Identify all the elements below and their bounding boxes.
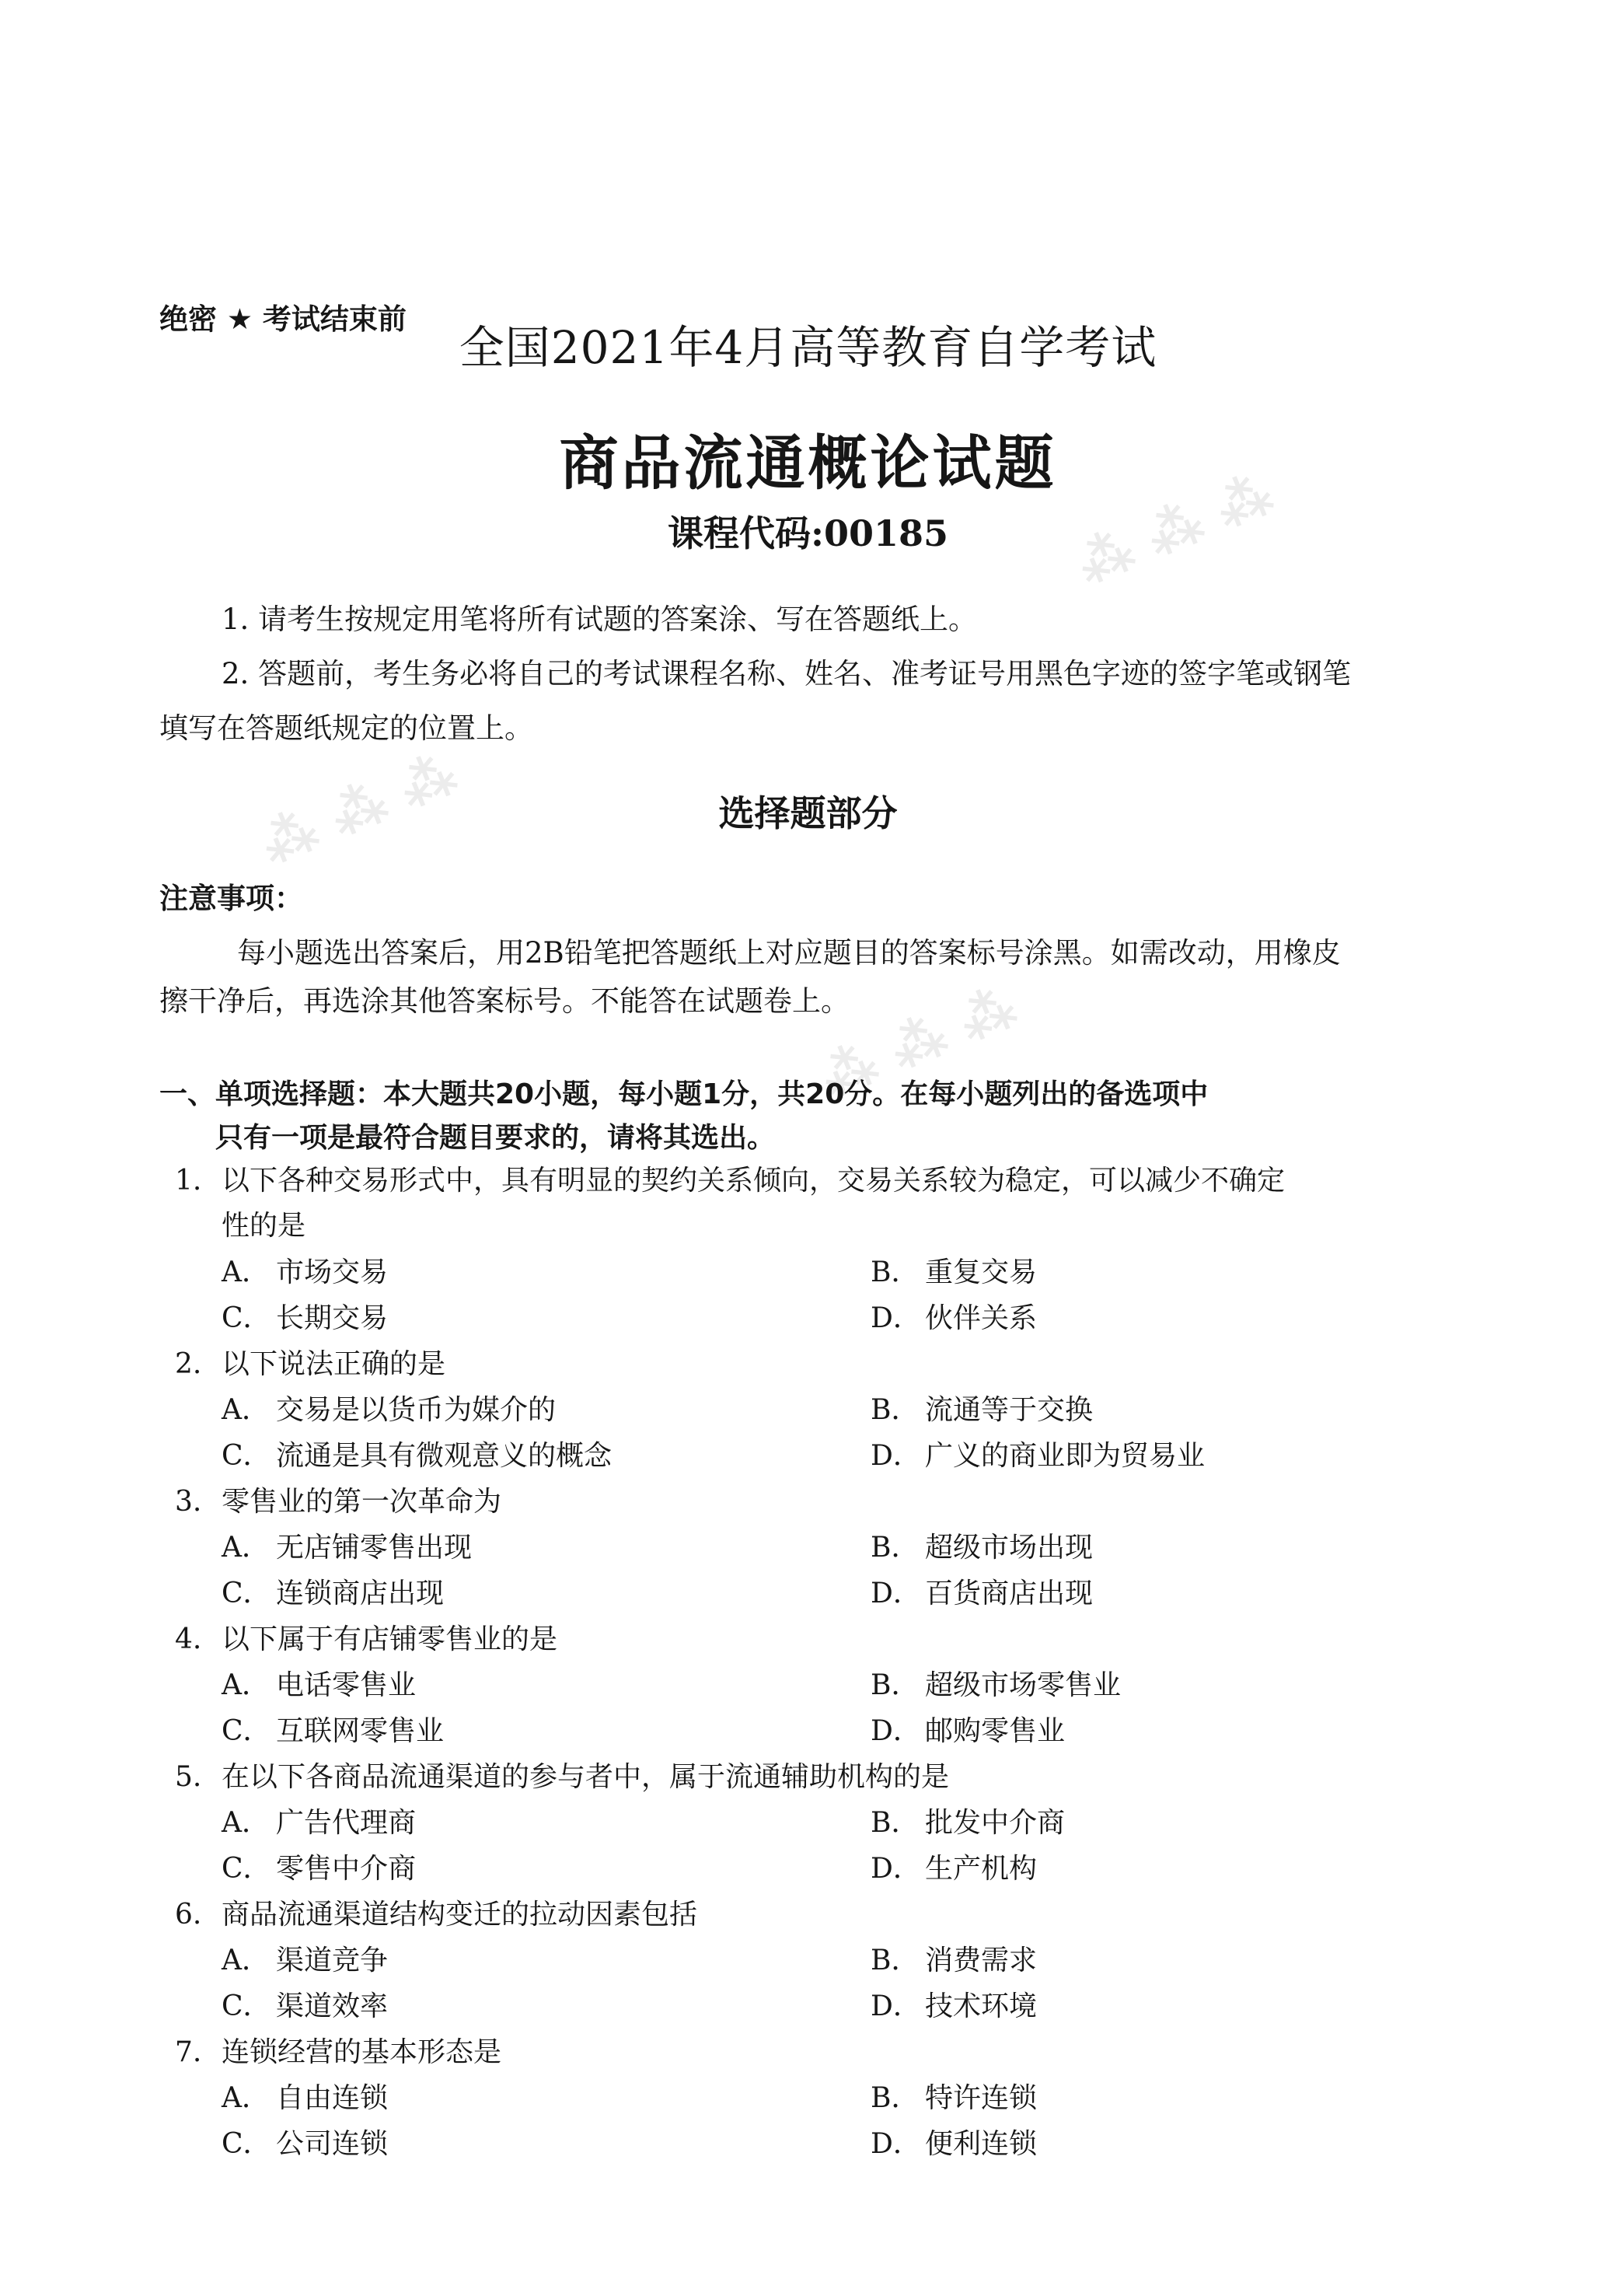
option-letter: D． bbox=[871, 1440, 921, 1472]
option-letter: C． bbox=[222, 1440, 271, 1472]
option-b bbox=[871, 1663, 1121, 1708]
question-text: 连锁经营的基本形态是 bbox=[222, 2036, 502, 2068]
section-title: 选择题部分 bbox=[718, 792, 898, 834]
watermark-mark: ⁂ ⁂ ⁂ bbox=[252, 741, 466, 878]
option-letter: C． bbox=[222, 1990, 271, 2022]
option-c bbox=[222, 1847, 416, 1892]
question-number: 5. bbox=[175, 1761, 202, 1793]
option-text: 百货商店出现 bbox=[925, 1578, 1094, 1609]
option-b bbox=[871, 1250, 1037, 1295]
option-letter: C． bbox=[222, 1853, 271, 1885]
question-1 bbox=[175, 1158, 1419, 1249]
option-text: 公司连锁 bbox=[276, 2128, 389, 2160]
option-letter: A． bbox=[222, 1807, 270, 1839]
option-c bbox=[222, 1571, 444, 1616]
part-one-heading: 一、单项选择题：本大题共20小题，每小题1分，共20分。在每小题列出的备选项中 只有一项是最符合题目要求的，请将其选出。 bbox=[159, 1078, 1209, 1154]
option-letter: A． bbox=[222, 2082, 270, 2114]
question-text: 以下各种交易形式中，具有明显的契约关系倾向，交易关系较为稳定，可以减少不确定 bbox=[222, 1165, 1286, 1197]
option-letter: B． bbox=[871, 1394, 920, 1426]
question-number: 3. bbox=[175, 1486, 202, 1518]
option-text: 便利连锁 bbox=[925, 2128, 1038, 2160]
question-3 bbox=[175, 1480, 1419, 1525]
option-b bbox=[871, 2076, 1037, 2121]
option-letter: D． bbox=[871, 1715, 921, 1747]
option-text: 超级市场零售业 bbox=[925, 1669, 1122, 1701]
question-text: 以下说法正确的是 bbox=[222, 1348, 446, 1380]
question-text: 零售业的第一次革命为 bbox=[222, 1486, 502, 1518]
confidential-label: 绝密 ★ 考试结束前 bbox=[159, 302, 407, 336]
option-text: 广义的商业即为贸易业 bbox=[925, 1440, 1206, 1472]
option-letter: C． bbox=[222, 1715, 271, 1747]
option-letter: A． bbox=[222, 1394, 270, 1426]
option-letter: B． bbox=[871, 1256, 920, 1288]
option-a bbox=[222, 1938, 388, 1983]
option-d bbox=[871, 2122, 1037, 2167]
option-d bbox=[871, 1984, 1037, 2029]
question-number: 2. bbox=[175, 1348, 202, 1380]
option-a bbox=[222, 1663, 416, 1708]
option-letter: B． bbox=[871, 1807, 920, 1839]
option-text: 零售中介商 bbox=[276, 1853, 417, 1885]
course-code bbox=[0, 505, 1616, 557]
option-d bbox=[871, 1847, 1037, 1892]
option-text: 长期交易 bbox=[276, 1302, 389, 1334]
instruction-1: 1. 请考生按规定用笔将所有试题的答案涂、写在答题纸上。 bbox=[222, 603, 978, 636]
option-text: 无店铺零售出现 bbox=[276, 1532, 473, 1564]
option-text: 伙伴关系 bbox=[925, 1302, 1038, 1334]
option-a bbox=[222, 1388, 556, 1433]
option-letter: C． bbox=[222, 1578, 271, 1609]
question-number: 6. bbox=[175, 1899, 202, 1931]
option-c bbox=[222, 1434, 612, 1479]
option-letter: B． bbox=[871, 2082, 920, 2114]
option-d bbox=[871, 1296, 1037, 1341]
option-letter: D． bbox=[871, 1578, 921, 1609]
option-text: 邮购零售业 bbox=[925, 1715, 1066, 1747]
question-number: 7. bbox=[175, 2036, 202, 2068]
option-text: 渠道竞争 bbox=[276, 1945, 389, 1976]
option-b bbox=[871, 1801, 1065, 1846]
question-6 bbox=[175, 1892, 1419, 1938]
option-letter: A． bbox=[222, 1945, 270, 1976]
question-text: 以下属于有店铺零售业的是 bbox=[222, 1623, 558, 1655]
option-letter: A． bbox=[222, 1532, 270, 1564]
option-c bbox=[222, 1984, 388, 2029]
option-text: 生产机构 bbox=[925, 1853, 1038, 1885]
option-b bbox=[871, 1388, 1093, 1433]
option-letter: C． bbox=[222, 2128, 271, 2160]
option-text: 超级市场出现 bbox=[925, 1532, 1094, 1564]
option-c bbox=[222, 1709, 444, 1754]
option-text: 互联网零售业 bbox=[276, 1715, 445, 1747]
option-b bbox=[871, 1938, 1037, 1983]
question-5 bbox=[175, 1755, 1419, 1800]
option-d bbox=[871, 1571, 1093, 1616]
option-a bbox=[222, 2076, 388, 2121]
watermark-mark: ⁂ ⁂ ⁂ bbox=[1068, 461, 1283, 598]
option-letter: D． bbox=[871, 1302, 921, 1334]
subject-title: 商品流通概论试题 bbox=[559, 428, 1057, 498]
option-c bbox=[222, 1296, 388, 1341]
option-text: 流通是具有微观意义的概念 bbox=[276, 1440, 613, 1472]
option-text: 电话零售业 bbox=[276, 1669, 417, 1701]
option-a bbox=[222, 1801, 416, 1846]
option-d bbox=[871, 1709, 1065, 1754]
option-text: 批发中介商 bbox=[925, 1807, 1066, 1839]
option-letter: C． bbox=[222, 1302, 271, 1334]
option-letter: A． bbox=[222, 1256, 270, 1288]
option-text: 交易是以货币为媒介的 bbox=[276, 1394, 557, 1426]
option-text: 消费需求 bbox=[925, 1945, 1038, 1976]
option-a bbox=[222, 1525, 472, 1571]
question-number: 4. bbox=[175, 1623, 202, 1655]
option-text: 重复交易 bbox=[925, 1256, 1038, 1288]
question-text: 在以下各商品流通渠道的参与者中，属于流通辅助机构的是 bbox=[222, 1761, 950, 1793]
option-d bbox=[871, 1434, 1205, 1479]
question-4 bbox=[175, 1617, 1419, 1662]
notice-text: 每小题选出答案后，用2B铅笔把答题纸上对应题目的答案标号涂黑。如需改动，用橡皮 擦干净后，再选涂其他答案标号。不能答在试题卷上。 bbox=[159, 936, 1341, 1018]
option-a bbox=[222, 1250, 388, 1295]
question-text: 商品流通渠道结构变迁的拉动因素包括 bbox=[222, 1899, 698, 1931]
option-text: 连锁商店出现 bbox=[276, 1578, 445, 1609]
option-letter: B． bbox=[871, 1945, 920, 1976]
watermark-mark: ⁂ ⁂ ⁂ bbox=[811, 974, 1026, 1111]
option-letter: D． bbox=[871, 1990, 921, 2022]
course-code-label: 课程代码 bbox=[667, 512, 811, 554]
option-letter: D． bbox=[871, 2128, 921, 2160]
question-number: 1. bbox=[175, 1165, 202, 1197]
option-c bbox=[222, 2122, 388, 2167]
instruction-2-cont: 填写在答题纸规定的位置上。 bbox=[159, 711, 533, 745]
instruction-2: 2. 答题前，考生务必将自己的考试课程名称、姓名、准考证号用黑色字迹的签字笔或钢笔 bbox=[222, 657, 1352, 690]
exam-title: 全国2021年4月高等教育自学考试 bbox=[459, 321, 1157, 374]
option-letter: B． bbox=[871, 1669, 920, 1701]
question-text-cont: 性的是 bbox=[222, 1210, 306, 1242]
option-letter: D． bbox=[871, 1853, 921, 1885]
option-b bbox=[871, 1525, 1093, 1571]
question-2 bbox=[175, 1342, 1419, 1387]
question-7 bbox=[175, 2030, 1419, 2075]
option-text: 市场交易 bbox=[276, 1256, 389, 1288]
option-text: 自由连锁 bbox=[276, 2082, 389, 2114]
notice-heading: 注意事项： bbox=[159, 882, 303, 915]
option-letter: A． bbox=[222, 1669, 270, 1701]
option-letter: B． bbox=[871, 1532, 920, 1564]
option-text: 技术环境 bbox=[925, 1990, 1038, 2022]
option-text: 特许连锁 bbox=[925, 2082, 1038, 2114]
option-text: 广告代理商 bbox=[276, 1807, 417, 1839]
option-text: 渠道效率 bbox=[276, 1990, 389, 2022]
course-code-value: :00185 bbox=[810, 512, 948, 554]
option-text: 流通等于交换 bbox=[925, 1394, 1094, 1426]
